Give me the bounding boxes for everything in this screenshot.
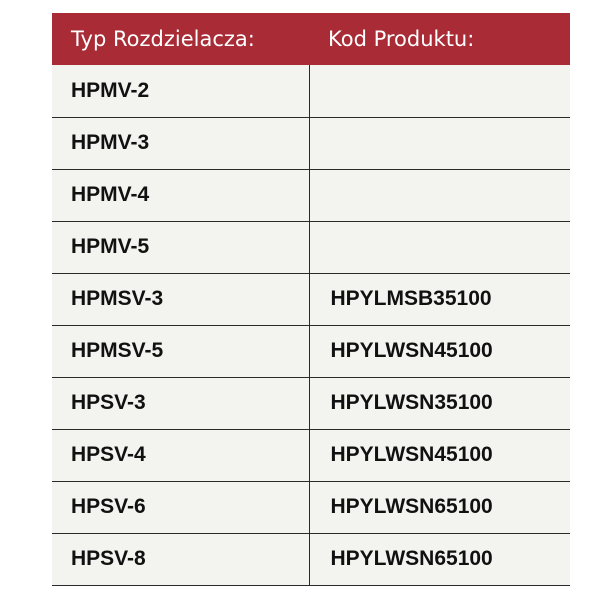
cell-type: HPSV-3	[52, 377, 309, 429]
cell-code	[309, 221, 570, 273]
table-row	[52, 377, 570, 429]
cell-code: HPYLWSN45100	[309, 429, 570, 481]
cell-type: HPMV-4	[52, 169, 309, 221]
cell-type: HPSV-6	[52, 481, 309, 533]
table-row	[52, 117, 570, 169]
cell-type: HPMV-2	[52, 65, 309, 117]
cell-type: HPMSV-3	[52, 273, 309, 325]
cell-type: HPSV-8	[52, 533, 309, 585]
cell-code	[309, 65, 570, 117]
cell-code: HPYLMSB35100	[309, 273, 570, 325]
cell-code: HPYLWSN65100	[309, 481, 570, 533]
cell-code: HPYLWSN35100	[309, 377, 570, 429]
table-header	[52, 13, 570, 65]
table-row	[52, 65, 570, 117]
product-table-container	[52, 13, 570, 586]
cell-type: HPMV-3	[52, 117, 309, 169]
header-row	[52, 13, 570, 65]
cell-code	[309, 117, 570, 169]
cell-code	[309, 169, 570, 221]
table-row	[52, 429, 570, 481]
table-row	[52, 169, 570, 221]
cell-type: HPSV-4	[52, 429, 309, 481]
cell-type: HPMSV-5	[52, 325, 309, 377]
product-table	[52, 13, 570, 586]
table-row	[52, 221, 570, 273]
table-row	[52, 273, 570, 325]
cell-type: HPMV-5	[52, 221, 309, 273]
header-type: Typ Rozdzielacza:	[52, 13, 309, 65]
cell-code: HPYLWSN65100	[309, 533, 570, 585]
table-row	[52, 481, 570, 533]
cell-code: HPYLWSN45100	[309, 325, 570, 377]
table-body	[52, 65, 570, 585]
header-code: Kod Produktu:	[309, 13, 570, 65]
table-row	[52, 325, 570, 377]
table-row	[52, 533, 570, 585]
